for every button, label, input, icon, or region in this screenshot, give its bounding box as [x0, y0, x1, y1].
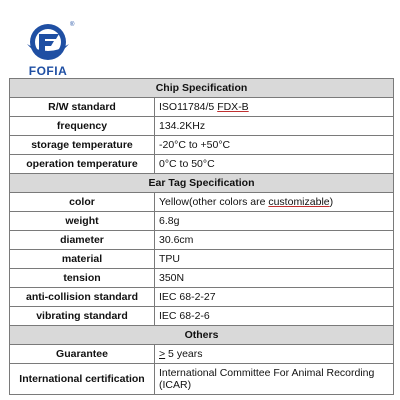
row-value: 134.2KHz	[155, 117, 394, 136]
row-value: International Committee For Animal Recording (ICAR)	[155, 364, 394, 395]
fofia-logo-icon	[25, 22, 71, 62]
registered-mark: ®	[70, 22, 75, 28]
value-text: >	[159, 348, 166, 360]
row-label: R/W standard	[10, 98, 155, 117]
row-label: storage temperature	[10, 136, 155, 155]
section-row	[10, 326, 394, 345]
table-row	[10, 250, 394, 269]
row-label: tension	[10, 269, 155, 288]
row-value: -20°C to +50°C	[155, 136, 394, 155]
table-row	[10, 364, 394, 395]
table-row	[10, 98, 394, 117]
brand-name: FOFIA	[28, 64, 68, 78]
value-text: )	[329, 196, 334, 208]
row-label: International certification	[10, 364, 155, 395]
section-row	[10, 174, 394, 193]
table-row	[10, 345, 394, 364]
row-value: TPU	[155, 250, 394, 269]
table-row	[10, 288, 394, 307]
table-row	[10, 307, 394, 326]
row-value	[155, 345, 394, 364]
row-value: 6.8g	[155, 212, 394, 231]
row-value: 350N	[155, 269, 394, 288]
row-label: weight	[10, 212, 155, 231]
table-row	[10, 193, 394, 212]
row-label: vibrating standard	[10, 307, 155, 326]
row-label: color	[10, 193, 155, 212]
row-label: frequency	[10, 117, 155, 136]
table-row	[10, 117, 394, 136]
row-value: IEC 68-2-27	[155, 288, 394, 307]
row-value: 30.6cm	[155, 231, 394, 250]
value-text: ISO11784/5	[159, 101, 218, 113]
row-value: 0°C to 50°C	[155, 155, 394, 174]
section-header-chip: Chip Specification	[10, 79, 394, 98]
table-row	[10, 269, 394, 288]
table-row	[10, 231, 394, 250]
row-label: anti-collision standard	[10, 288, 155, 307]
section-header-others: Others	[10, 326, 394, 345]
value-text: Yellow(other colors are	[159, 196, 269, 208]
row-label: operation temperature	[10, 155, 155, 174]
row-label: diameter	[10, 231, 155, 250]
value-text: FDX-B	[217, 101, 249, 113]
table-row	[10, 136, 394, 155]
value-text: customizable	[268, 196, 330, 208]
spec-table	[9, 78, 394, 395]
brand-logo	[18, 22, 78, 78]
row-value	[155, 98, 394, 117]
row-label: material	[10, 250, 155, 269]
row-value: IEC 68-2-6	[155, 307, 394, 326]
table-row	[10, 155, 394, 174]
section-row	[10, 79, 394, 98]
section-header-ear-tag: Ear Tag Specification	[10, 174, 394, 193]
row-label: Guarantee	[10, 345, 155, 364]
table-row	[10, 212, 394, 231]
row-value	[155, 193, 394, 212]
value-text: 5 years	[165, 348, 203, 360]
